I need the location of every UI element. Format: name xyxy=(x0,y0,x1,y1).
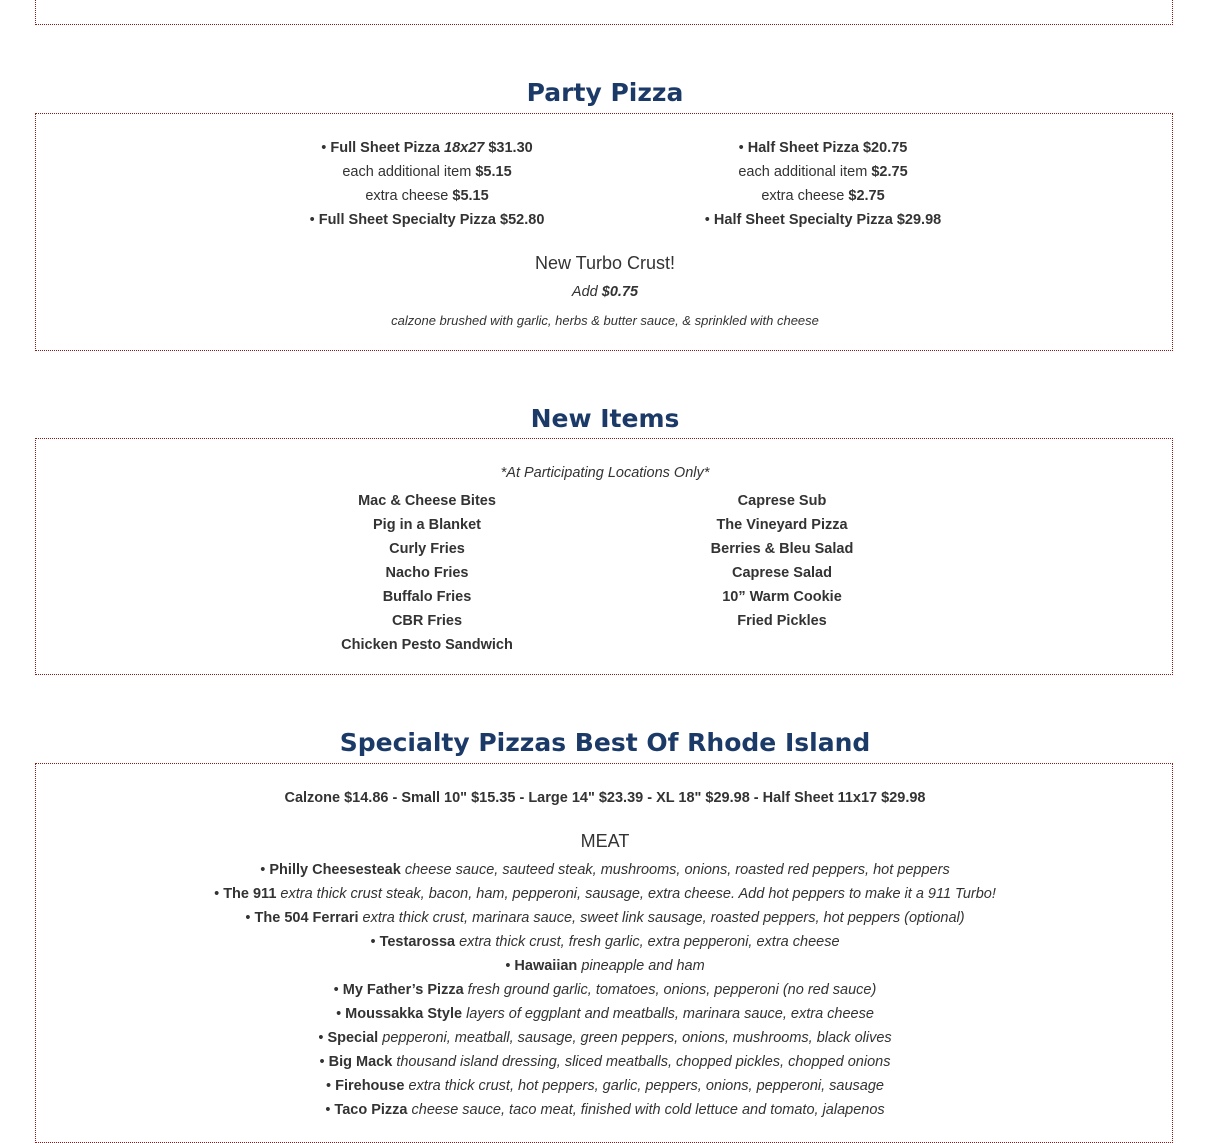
pizza-description: cheese sauce, sauteed steak, mushrooms, onions, roasted red peppers, hot peppers xyxy=(404,862,950,878)
specialty-pizza-item xyxy=(0,956,1210,976)
new-item-right: Caprese Sub xyxy=(737,493,827,509)
item-price: $5.15 xyxy=(475,164,512,180)
item-name: Full Sheet Specialty Pizza xyxy=(318,212,496,228)
new-items-heading: New Items xyxy=(530,404,680,433)
pizza-description: fresh ground garlic, tomatoes, onions, pepperoni (no red sauce) xyxy=(467,982,877,998)
item-price: $52.80 xyxy=(500,212,545,228)
specialty-pizza-item xyxy=(0,884,1210,904)
new-item-right: 10” Warm Cookie xyxy=(722,589,842,605)
pizza-description: layers of eggplant and meatballs, marinara sauce, extra cheese xyxy=(466,1006,874,1022)
specialty-pizza-item xyxy=(0,1028,1210,1048)
bullet: • xyxy=(326,1078,336,1094)
pizza-name: Special xyxy=(327,1030,379,1046)
bullet: • xyxy=(318,1030,328,1046)
pizza-name: The 911 xyxy=(223,886,277,902)
bullet: • xyxy=(214,886,224,902)
pizza-name: My Father’s Pizza xyxy=(342,982,464,998)
pizza-description: cheese sauce, taco meat, finished with cold lettuce and tomato, jalapenos xyxy=(411,1102,885,1118)
specialty-pizza-item xyxy=(0,1100,1210,1120)
specialty-pizzas-heading: Specialty Pizzas Best Of Rhode Island xyxy=(339,728,871,757)
specialty-pizza-item xyxy=(0,1004,1210,1024)
item-name: Full Sheet Pizza xyxy=(330,140,440,156)
new-item-left: Chicken Pesto Sandwich xyxy=(341,637,513,653)
bullet: • xyxy=(325,1102,335,1118)
new-item-left: Mac & Cheese Bites xyxy=(358,493,496,509)
specialty-pizza-item xyxy=(0,980,1210,1000)
half-sheet-specialty-line xyxy=(55,210,1210,230)
new-item-left: CBR Fries xyxy=(391,613,463,629)
line-text: extra cheese xyxy=(365,188,453,204)
pizza-name: Moussakka Style xyxy=(345,1006,463,1022)
pizza-description: pepperoni, meatball, sausage, green peppers, onions, mushrooms, black olives xyxy=(382,1030,892,1046)
turbo-crust-title: New Turbo Crust! xyxy=(534,253,676,273)
item-price: $5.15 xyxy=(452,188,489,204)
bullet: • xyxy=(309,212,319,228)
line-text: each additional item xyxy=(342,164,476,180)
specialty-pizza-item xyxy=(0,932,1210,952)
bullet: • xyxy=(319,1054,329,1070)
turbo-add-label: Add xyxy=(571,284,602,300)
pizza-name: Hawaiian xyxy=(514,958,578,974)
pizza-description: extra thick crust steak, bacon, ham, pepperoni, sausage, extra cheese. Add hot peppers to make it a 911 Turbo! xyxy=(280,886,996,902)
participating-locations-note: *At Participating Locations Only* xyxy=(500,465,710,481)
new-item-left: Nacho Fries xyxy=(385,565,469,581)
bullet: • xyxy=(321,140,331,156)
item-price: $20.75 xyxy=(862,140,908,156)
pizza-name: The 504 Ferrari xyxy=(254,910,359,926)
item-size: 18x27 xyxy=(444,140,485,156)
turbo-crust-description: calzone brushed with garlic, herbs & butter sauce, & sprinkled with cheese xyxy=(391,313,819,328)
item-price: $2.75 xyxy=(848,188,885,204)
item-price: $31.30 xyxy=(488,140,533,156)
bullet: • xyxy=(505,958,515,974)
new-item-left: Buffalo Fries xyxy=(382,589,472,605)
half-sheet-additional-line xyxy=(55,162,1210,182)
item-name: Half Sheet Specialty Pizza xyxy=(713,212,893,228)
turbo-crust-price-line xyxy=(0,282,1210,302)
new-item-right: The Vineyard Pizza xyxy=(716,517,848,533)
half-sheet-pizza-line xyxy=(55,138,1210,158)
bullet: • xyxy=(738,140,748,156)
pizza-name: Big Mack xyxy=(328,1054,393,1070)
pizza-description: pineapple and ham xyxy=(581,958,705,974)
new-item-right: Caprese Salad xyxy=(732,565,832,581)
bullet: • xyxy=(260,862,270,878)
new-item-right: Fried Pickles xyxy=(737,613,827,629)
pizza-name: Philly Cheesesteak xyxy=(269,862,401,878)
specialty-pizza-item xyxy=(0,1076,1210,1096)
previous-section-box xyxy=(35,0,1173,25)
half-sheet-extra-cheese-line xyxy=(55,186,1210,206)
pizza-description: extra thick crust, fresh garlic, extra pepperoni, extra cheese xyxy=(459,934,840,950)
new-item-left: Pig in a Blanket xyxy=(373,517,481,533)
bullet: • xyxy=(245,910,255,926)
pizza-name: Testarossa xyxy=(379,934,456,950)
bullet: • xyxy=(704,212,714,228)
bullet: • xyxy=(336,1006,346,1022)
line-text: each additional item xyxy=(738,164,872,180)
pizza-description: thousand island dressing, sliced meatballs, chopped pickles, chopped onions xyxy=(396,1054,891,1070)
line-text: extra cheese xyxy=(761,188,849,204)
specialty-pizza-item xyxy=(0,908,1210,928)
pizza-description: extra thick crust, marinara sauce, sweet link sausage, roasted peppers, hot peppers (optional) xyxy=(362,910,965,926)
pizza-name: Firehouse xyxy=(335,1078,405,1094)
new-item-right: Berries & Bleu Salad xyxy=(710,541,854,557)
turbo-price: $0.75 xyxy=(601,284,639,300)
specialty-pizza-item xyxy=(0,860,1210,880)
party-pizza-heading: Party Pizza xyxy=(526,78,684,107)
bullet: • xyxy=(333,982,343,998)
item-price: $29.98 xyxy=(896,212,942,228)
pizza-description: extra thick crust, hot peppers, garlic, peppers, onions, pepperoni, sausage xyxy=(408,1078,884,1094)
bullet: • xyxy=(370,934,380,950)
new-item-left: Curly Fries xyxy=(389,541,465,557)
item-price: $2.75 xyxy=(871,164,908,180)
meat-category-title: MEAT xyxy=(580,831,630,851)
specialty-price-line: Calzone $14.86 - Small 10" $15.35 - Large 14" $23.39 - XL 18" $29.98 - Half Sheet 11x17 $29.98 xyxy=(284,790,926,806)
item-name: Half Sheet Pizza xyxy=(747,140,859,156)
pizza-name: Taco Pizza xyxy=(334,1102,408,1118)
specialty-pizza-item xyxy=(0,1052,1210,1072)
